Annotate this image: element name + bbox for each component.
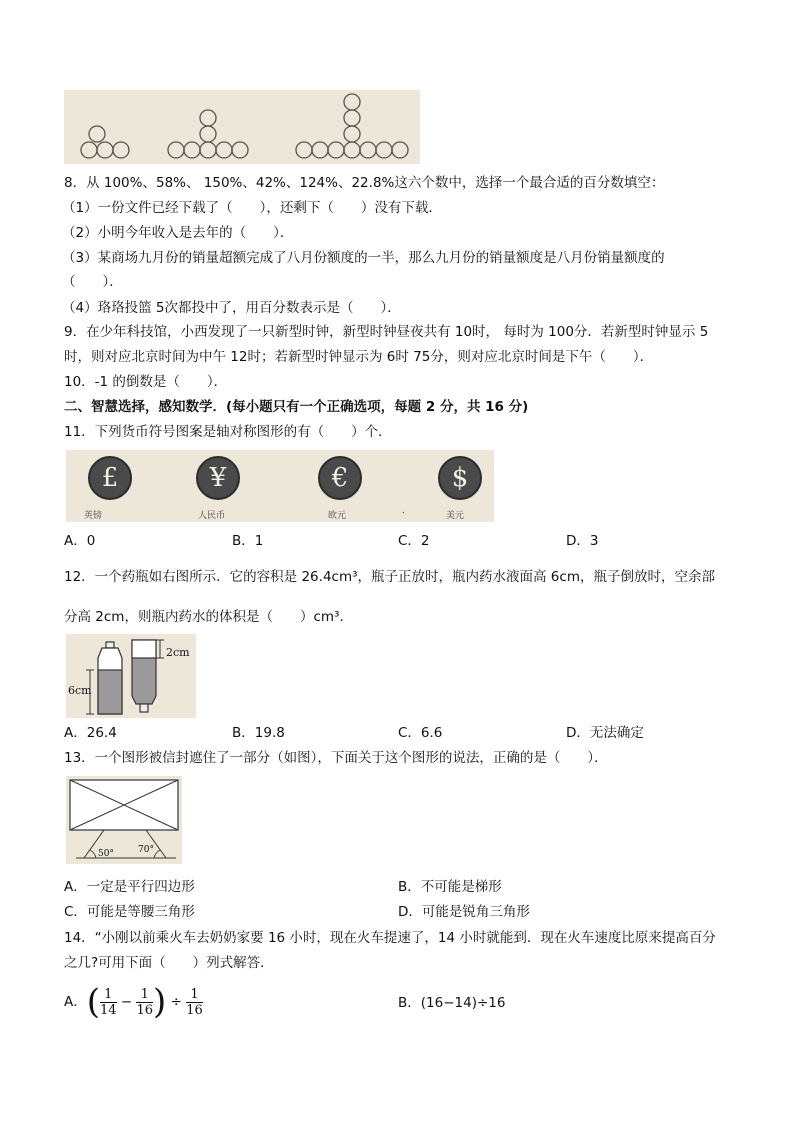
- q8-sub2: （2）小明今年收入是去年的（ ）．: [62, 225, 294, 241]
- q14-option-a: [64, 984, 203, 1020]
- q14-option-a-label: A．: [64, 994, 87, 1010]
- q13-stem: 13．一个图形被信封遮住了一部分（如图），下面关于这个图形的说法，正确的是（ ）．: [64, 750, 608, 766]
- envelope-figure: [66, 776, 182, 864]
- bottle-svg: [66, 634, 196, 718]
- q12-option-b: B．19.8: [232, 725, 285, 741]
- left-paren: (: [86, 982, 101, 1022]
- currency-figure: [66, 450, 494, 522]
- minus-sign: −: [120, 994, 133, 1010]
- q10-line: 10．-1 的倒数是（ ）．: [64, 374, 228, 390]
- fraction-1-14: [100, 987, 117, 1018]
- coin-label: 英镑: [84, 511, 103, 521]
- q14-line1: 14．“小刚以前乘火车去奶奶家要 16 小时，现在火车提速了，14 小时就能到．现在火车速度比原来提高百分: [64, 930, 716, 946]
- divide-sign: ÷: [170, 994, 182, 1010]
- q8-sub4: （4）珞珞投篮 5次都投中了，用百分数表示是（ ）．: [62, 300, 401, 316]
- q11-option-c: C．2: [398, 533, 430, 549]
- dollar-coin-icon: $: [438, 456, 482, 500]
- fraction-denominator: 14: [100, 1002, 117, 1018]
- fraction-1-16: [136, 987, 153, 1018]
- q12-option-a: A．26.4: [64, 725, 117, 741]
- coin-label: 欧元: [328, 511, 347, 521]
- q12-line1: 12．一个药瓶如右图所示．它的容积是 26.4cm³，瓶子正放时，瓶内药水液面高 6cm，瓶子倒放时，空余部: [64, 569, 715, 585]
- fraction-denominator: 16: [136, 1002, 154, 1018]
- q8-sub3b: （ ）．: [62, 274, 123, 290]
- pound-coin-icon: £: [88, 456, 132, 500]
- circle-pattern-figure: [64, 90, 420, 164]
- coin-label: 人民币: [198, 511, 226, 521]
- q11-option-d: D．3: [566, 533, 599, 549]
- right-paren: ): [153, 982, 167, 1022]
- bottle-figure: [66, 634, 196, 718]
- envelope-svg: [66, 776, 182, 864]
- fraction-numerator: 1: [136, 987, 153, 1003]
- q9-line2: 时，则对应北京时间为中午 12时；若新型时钟显示为 6时 75分，则对应北京时间是下午（ ）．: [64, 349, 654, 365]
- coin-label: 美元: [446, 511, 465, 521]
- fraction-1-16-b: [186, 987, 203, 1018]
- q9-line1: 9．在少年科技馆，小西发现了一只新型时钟，新型时钟昼夜共有 10时， 每时为 100分．若新型时钟显示 5: [64, 324, 709, 340]
- euro-coin-icon: €: [318, 456, 362, 500]
- q11-option-a: A．0: [64, 533, 96, 549]
- q11-option-b: B．1: [232, 533, 264, 549]
- fraction-numerator: 1: [100, 987, 117, 1003]
- q13-option-b: B．不可能是梯形: [398, 879, 502, 895]
- q13-option-d: D．可能是锐角三角形: [398, 904, 530, 920]
- angle-50-label: 50°: [98, 849, 114, 859]
- q13-option-c: C．可能是等腰三角形: [64, 904, 195, 920]
- q12-line2: 分高 2cm，则瓶内药水的体积是（ ）cm³．: [64, 609, 353, 625]
- fraction-numerator: 1: [186, 987, 203, 1003]
- q13-option-a: A．一定是平行四边形: [64, 879, 195, 895]
- q8-sub3a: （3）某商场九月份的销量超额完成了八月份额度的一半，那么九月份的销量额度是八月份销量额度的: [62, 250, 665, 266]
- section-title: 二、智慧选择，感知数学．(每小题只有一个正确选项，每题 2 分，共 16 分): [64, 399, 529, 415]
- q14-option-b: B．(16−14)÷16: [398, 995, 506, 1011]
- bottle-left-label: 6cm: [68, 684, 92, 697]
- q14-line2: 之几?可用下面（ ）列式解答．: [64, 955, 274, 971]
- q11-stem: 11．下列货币符号图案是轴对称图形的有（ ）个．: [64, 424, 392, 440]
- circle-pattern-svg: [64, 90, 420, 164]
- angle-70-label: 70°: [138, 845, 154, 855]
- yuan-coin-icon: ¥: [196, 456, 240, 500]
- bottle-top-label: 2cm: [166, 646, 190, 659]
- fraction-denominator: 16: [186, 1002, 203, 1018]
- q12-option-d: D．无法确定: [566, 725, 644, 741]
- coin-dot: .: [402, 506, 405, 516]
- q8-stem: 8．从 100%、58%、 150%、42%、124%、22.8%这六个数中，选择一个最合适的百分数填空：: [64, 175, 665, 191]
- q12-option-c: C．6.6: [398, 725, 443, 741]
- q8-sub1: （1）一份文件已经下载了（ ），还剩下（ ）没有下载．: [62, 200, 442, 216]
